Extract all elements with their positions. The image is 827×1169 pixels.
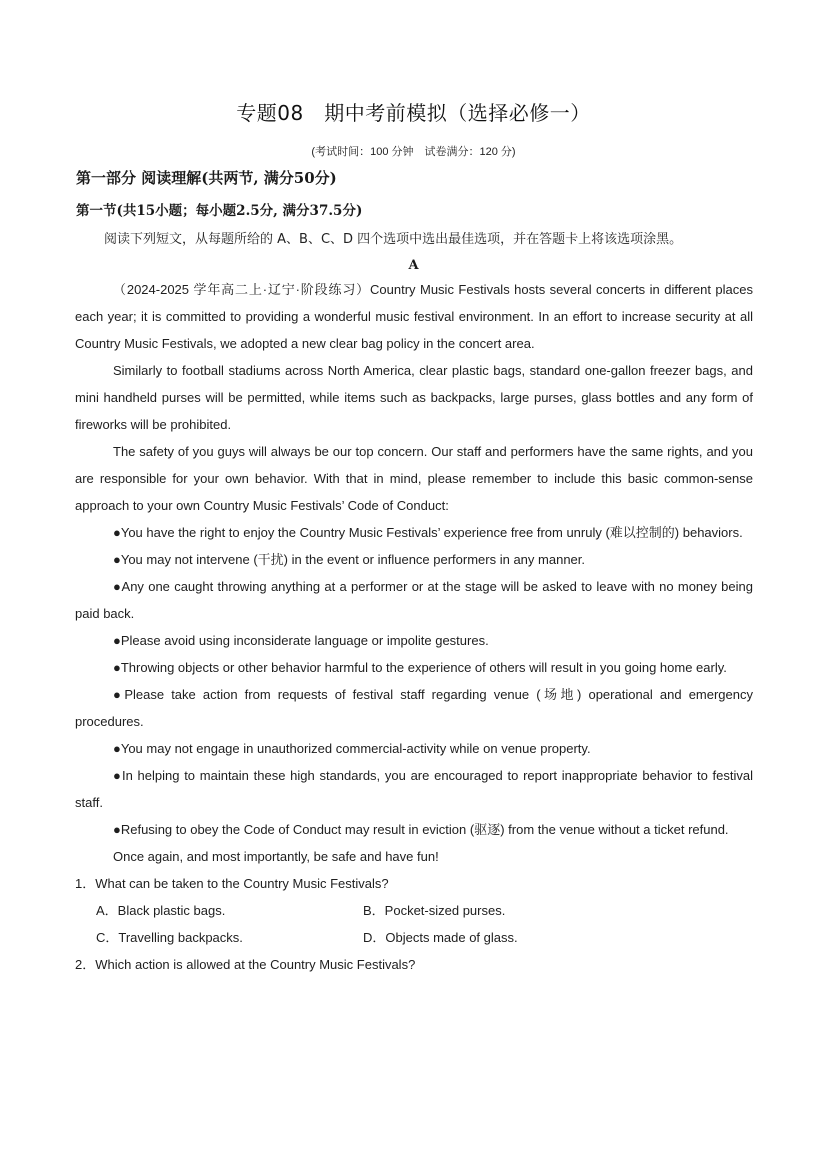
- passage-paragraph: Similarly to football stadiums across North America, clear plastic bags, standard one-gallon freezer bags, and mini handheld purses will be permitted, while items such as backpacks, large purses, glass bottles and any form of fireworks will be prohibited.: [75, 363, 753, 432]
- question-1: 1．What can be taken to the Country Music Festivals?: [75, 876, 389, 891]
- exam-info: (考试时间：100 分钟 试卷满分：120 分): [311, 146, 516, 158]
- option-d: D．Objects made of glass.: [363, 930, 518, 945]
- rule-item: ●In helping to maintain these high standards, you are encouraged to report inappropriate behavior to festival staff.: [75, 768, 753, 810]
- rule-item: ●Refusing to obey the Code of Conduct may result in eviction (驱逐) from the venue without a ticket refund.: [113, 822, 729, 837]
- rule-item: ●You have the right to enjoy the Country Music Festivals’ experience free from unruly (难以控制的) behaviors.: [113, 525, 743, 540]
- passage-body: [75, 276, 753, 978]
- rule-item: ●You may not engage in unauthorized commercial-activity while on venue property.: [113, 741, 591, 756]
- rule-item: ●Please take action from requests of festival staff regarding venue (场地) operational and emergency procedures.: [75, 687, 753, 729]
- question-1-options-row-2: [75, 924, 753, 951]
- option-a: A．Black plastic bags.: [96, 903, 226, 918]
- option-b: B．Pocket-sized purses.: [363, 903, 506, 918]
- question-1-options-row-1: [75, 897, 753, 924]
- instruction-text: 阅读下列短文，从每题所给的 A、B、C、D 四个选项中选出最佳选项，并在答题卡上将该选项涂黑。: [104, 232, 683, 247]
- rule-item: ●Throwing objects or other behavior harmful to the experience of others will result in you going home early.: [113, 660, 727, 675]
- section-heading: 第一节(共15小题；每小题2.5分, 满分37.5分): [76, 203, 363, 219]
- passage-paragraph: Once again, and most importantly, be safe and have fun!: [113, 849, 439, 864]
- rule-item: ●You may not intervene (干扰) in the event or influence performers in any manner.: [113, 552, 585, 567]
- question-2: 2．Which action is allowed at the Country Music Festivals?: [75, 957, 416, 972]
- passage-paragraph: The safety of you guys will always be our top concern. Our staff and performers have the same rights, and you are responsible for your own behavior. With that in mind, please remember to include this basic common-sense approach to your own Country Music Festivals’ Code of Conduct:: [75, 444, 753, 513]
- rule-item: ●Please avoid using inconsiderate language or impolite gestures.: [113, 633, 489, 648]
- rule-item: ●Any one caught throwing anything at a performer or at the stage will be asked to leave with no money being paid back.: [75, 579, 753, 621]
- part-heading: 第一部分 阅读理解(共两节, 满分50分): [76, 169, 337, 187]
- page-title: 专题08 期中考前模拟（选择必修一）: [236, 101, 591, 125]
- passage-letter: A: [408, 258, 419, 273]
- passage-paragraph: （2024-2025 学年高二上·辽宁·阶段练习）Country Music Festivals hosts several concerts in different places each year; it is committed to providing a wonderful music festival environment. In an effort to increase security at all Country Music Festivals, we adopted a new clear bag policy in the concert area.: [75, 282, 753, 351]
- option-c: C．Travelling backpacks.: [96, 930, 243, 945]
